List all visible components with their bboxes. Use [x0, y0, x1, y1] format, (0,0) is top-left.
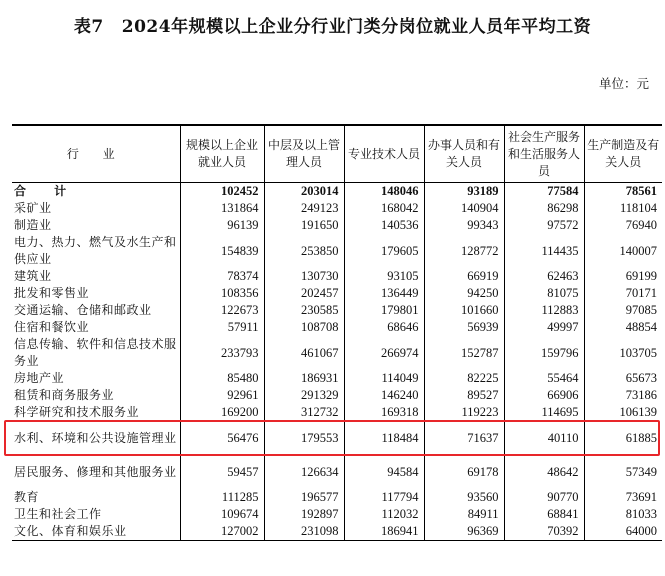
wage-cell: 112032 [344, 506, 424, 523]
wage-cell: 140904 [424, 200, 504, 217]
wage-cell: 101660 [424, 302, 504, 319]
unit-label: 单位：元 [598, 76, 649, 91]
wage-cell: 159796 [504, 336, 584, 370]
wage-cell: 126634 [264, 455, 344, 489]
table-row [12, 234, 662, 268]
table-row [12, 421, 662, 455]
wage-cell: 97085 [584, 302, 662, 319]
industry-name: 制造业 [14, 218, 52, 232]
wage-cell: 48642 [504, 455, 584, 489]
wage-cell: 70392 [504, 523, 584, 541]
wage-cell: 114049 [344, 370, 424, 387]
wage-cell: 266974 [344, 336, 424, 370]
wage-cell: 59457 [180, 455, 264, 489]
wage-cell: 62463 [504, 268, 584, 285]
wage-cell: 69199 [584, 268, 662, 285]
wage-cell: 81075 [504, 285, 584, 302]
industry-name: 信息传输、软件和信息技术服务业 [14, 337, 177, 368]
table-row [12, 455, 662, 489]
wage-cell: 78374 [180, 268, 264, 285]
wage-cell: 154839 [180, 234, 264, 268]
table-row [12, 302, 662, 319]
table-row [12, 319, 662, 336]
header-industry: 行 业 [12, 125, 180, 183]
wage-cell: 93105 [344, 268, 424, 285]
header-clerks: 办事人员和有关人员 [424, 125, 504, 183]
table-row [12, 200, 662, 217]
wage-cell: 81033 [584, 506, 662, 523]
wage-cell: 119223 [424, 404, 504, 421]
wage-cell: 71637 [424, 421, 504, 455]
wage-cell: 291329 [264, 387, 344, 404]
table-title [0, 12, 665, 37]
wage-cell: 94250 [424, 285, 504, 302]
wage-cell: 136449 [344, 285, 424, 302]
industry-name: 居民服务、修理和其他服务业 [14, 464, 177, 479]
wage-cell: 68646 [344, 319, 424, 336]
header-row [12, 125, 662, 183]
table-row [12, 387, 662, 404]
wage-cell: 179801 [344, 302, 424, 319]
wage-cell: 186931 [264, 370, 344, 387]
wage-cell: 94584 [344, 455, 424, 489]
wage-cell: 106139 [584, 404, 662, 421]
wage-cell: 152787 [424, 336, 504, 370]
wage-cell: 203014 [264, 183, 344, 201]
table-row [12, 506, 662, 523]
table-row [12, 217, 662, 234]
wage-cell: 89527 [424, 387, 504, 404]
header-service-workers: 社会生产服务和生活服务人员 [504, 125, 584, 183]
wage-cell: 112883 [504, 302, 584, 319]
wage-cell: 48854 [584, 319, 662, 336]
header-production-workers: 生产制造及有关人员 [584, 125, 662, 183]
industry-name: 水利、环境和公共设施管理业 [14, 430, 177, 445]
wage-cell: 86298 [504, 200, 584, 217]
wage-cell: 230585 [264, 302, 344, 319]
wage-cell: 66919 [424, 268, 504, 285]
table-row [12, 268, 662, 285]
wage-cell: 92961 [180, 387, 264, 404]
header-all-employees: 规模以上企业就业人员 [180, 125, 264, 183]
wage-cell: 70171 [584, 285, 662, 302]
wage-cell: 108708 [264, 319, 344, 336]
wage-cell: 111285 [180, 489, 264, 506]
industry-name: 交通运输、仓储和邮政业 [14, 303, 152, 317]
table-row [12, 370, 662, 387]
wage-cell: 253850 [264, 234, 344, 268]
wage-cell: 57349 [584, 455, 662, 489]
wage-cell: 128772 [424, 234, 504, 268]
wage-cell: 66906 [504, 387, 584, 404]
wage-cell: 131864 [180, 200, 264, 217]
wage-cell: 69178 [424, 455, 504, 489]
wage-cell: 118484 [344, 421, 424, 455]
wage-cell: 57911 [180, 319, 264, 336]
wage-cell: 233793 [180, 336, 264, 370]
wage-cell: 312732 [264, 404, 344, 421]
wage-cell: 93560 [424, 489, 504, 506]
industry-name: 采矿业 [14, 201, 52, 215]
wage-cell: 114695 [504, 404, 584, 421]
wage-table [12, 124, 662, 541]
wage-cell: 73691 [584, 489, 662, 506]
wage-cell: 186941 [344, 523, 424, 541]
wage-cell: 61885 [584, 421, 662, 455]
wage-cell: 140007 [584, 234, 662, 268]
industry-name: 租赁和商务服务业 [14, 388, 115, 402]
wage-cell: 64000 [584, 523, 662, 541]
industry-name: 批发和零售业 [14, 286, 90, 300]
wage-cell: 90770 [504, 489, 584, 506]
wage-cell: 117794 [344, 489, 424, 506]
table-row [12, 523, 662, 541]
wage-cell: 140536 [344, 217, 424, 234]
wage-cell: 196577 [264, 489, 344, 506]
wage-cell: 146240 [344, 387, 424, 404]
wage-cell: 169200 [180, 404, 264, 421]
wage-cell: 82225 [424, 370, 504, 387]
wage-cell: 56939 [424, 319, 504, 336]
wage-cell: 77584 [504, 183, 584, 201]
industry-name: 卫生和社会工作 [14, 507, 102, 521]
wage-cell: 179553 [264, 421, 344, 455]
industry-name: 住宿和餐饮业 [14, 320, 90, 334]
wage-cell: 96369 [424, 523, 504, 541]
wage-cell: 68841 [504, 506, 584, 523]
wage-cell: 96139 [180, 217, 264, 234]
industry-name: 建筑业 [14, 269, 52, 283]
table-row [12, 404, 662, 421]
header-professionals: 专业技术人员 [344, 125, 424, 183]
wage-cell: 461067 [264, 336, 344, 370]
wage-cell: 148046 [344, 183, 424, 201]
wage-cell: 191650 [264, 217, 344, 234]
wage-cell: 231098 [264, 523, 344, 541]
industry-name: 合 计 [14, 184, 79, 198]
wage-cell: 76940 [584, 217, 662, 234]
wage-cell: 169318 [344, 404, 424, 421]
header-managers: 中层及以上管理人员 [264, 125, 344, 183]
table-row [12, 336, 662, 370]
total-row [12, 183, 662, 201]
wage-cell: 109674 [180, 506, 264, 523]
wage-cell: 114435 [504, 234, 584, 268]
wage-cell: 108356 [180, 285, 264, 302]
wage-cell: 78561 [584, 183, 662, 201]
wage-cell: 49997 [504, 319, 584, 336]
wage-cell: 130730 [264, 268, 344, 285]
industry-name: 科学研究和技术服务业 [14, 405, 140, 419]
wage-cell: 249123 [264, 200, 344, 217]
industry-name: 教育 [14, 490, 40, 504]
wage-cell: 168042 [344, 200, 424, 217]
wage-cell: 102452 [180, 183, 264, 201]
wage-cell: 127002 [180, 523, 264, 541]
wage-cell: 179605 [344, 234, 424, 268]
wage-cell: 99343 [424, 217, 504, 234]
wage-cell: 93189 [424, 183, 504, 201]
wage-cell: 122673 [180, 302, 264, 319]
wage-cell: 40110 [504, 421, 584, 455]
industry-name: 房地产业 [14, 371, 65, 385]
wage-cell: 55464 [504, 370, 584, 387]
industry-name: 文化、体育和娱乐业 [12, 523, 180, 541]
table-row [12, 489, 662, 506]
wage-cell: 65673 [584, 370, 662, 387]
wage-cell: 118104 [584, 200, 662, 217]
wage-cell: 103705 [584, 336, 662, 370]
wage-cell: 202457 [264, 285, 344, 302]
wage-cell: 97572 [504, 217, 584, 234]
table-row [12, 285, 662, 302]
wage-cell: 56476 [180, 421, 264, 455]
table-title-text: 2024年规模以上企业分行业门类分岗位就业人员年平均工资 [121, 17, 592, 37]
wage-cell: 84911 [424, 506, 504, 523]
table-number: 表7 [73, 17, 104, 37]
industry-name: 电力、热力、燃气及水生产和供应业 [14, 235, 177, 266]
wage-cell: 192897 [264, 506, 344, 523]
wage-cell: 73186 [584, 387, 662, 404]
wage-cell: 85480 [180, 370, 264, 387]
